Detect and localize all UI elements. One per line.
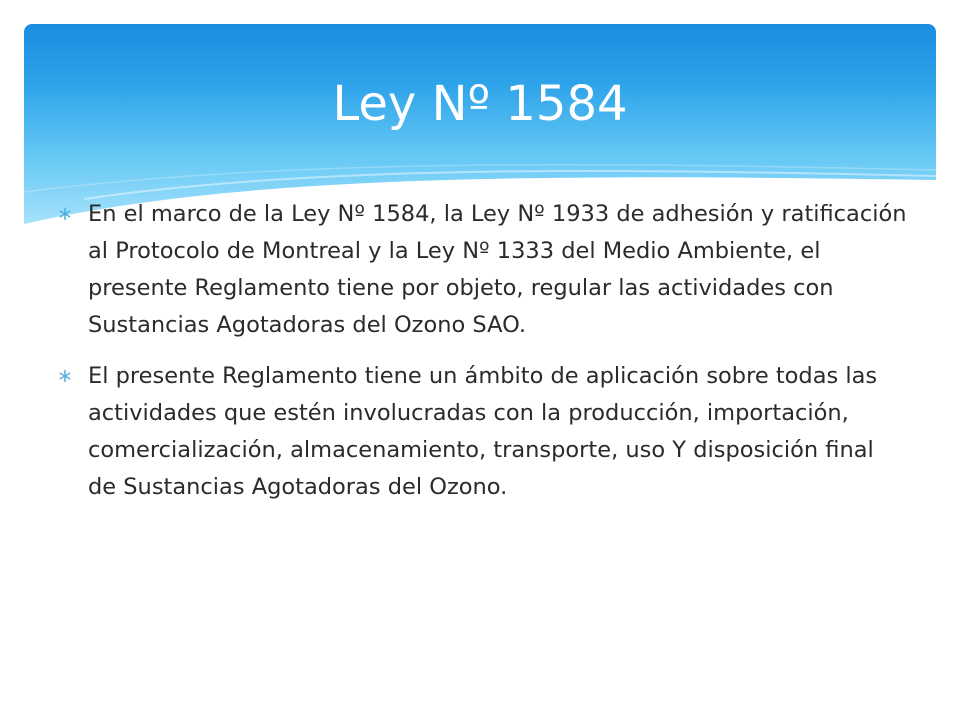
slide-title: Ley Nº 1584 [332, 76, 628, 132]
asterisk-icon [58, 369, 72, 383]
asterisk-icon [58, 207, 72, 221]
bullet-item-1 [58, 196, 908, 344]
bullet-text-2: El presente Reglamento tiene un ámbito de aplicación sobre todas las actividades que estén involucradas con la producción, importación, comercialización, almacenamiento, transporte, uso Y disposición final de Sustancias Agotadoras del Ozono. [88, 363, 878, 500]
bullet-list [58, 196, 908, 520]
bullet-text-1: En el marco de la Ley Nº 1584, la Ley Nº 1933 de adhesión y ratificación al Protocolo de Montreal y la Ley Nº 1333 del Medio Ambiente, el presente Reglamento tiene por objeto, regular las actividades con Sustancias Agotadoras del Ozono SAO. [88, 201, 907, 338]
bullet-item-2 [58, 358, 908, 506]
